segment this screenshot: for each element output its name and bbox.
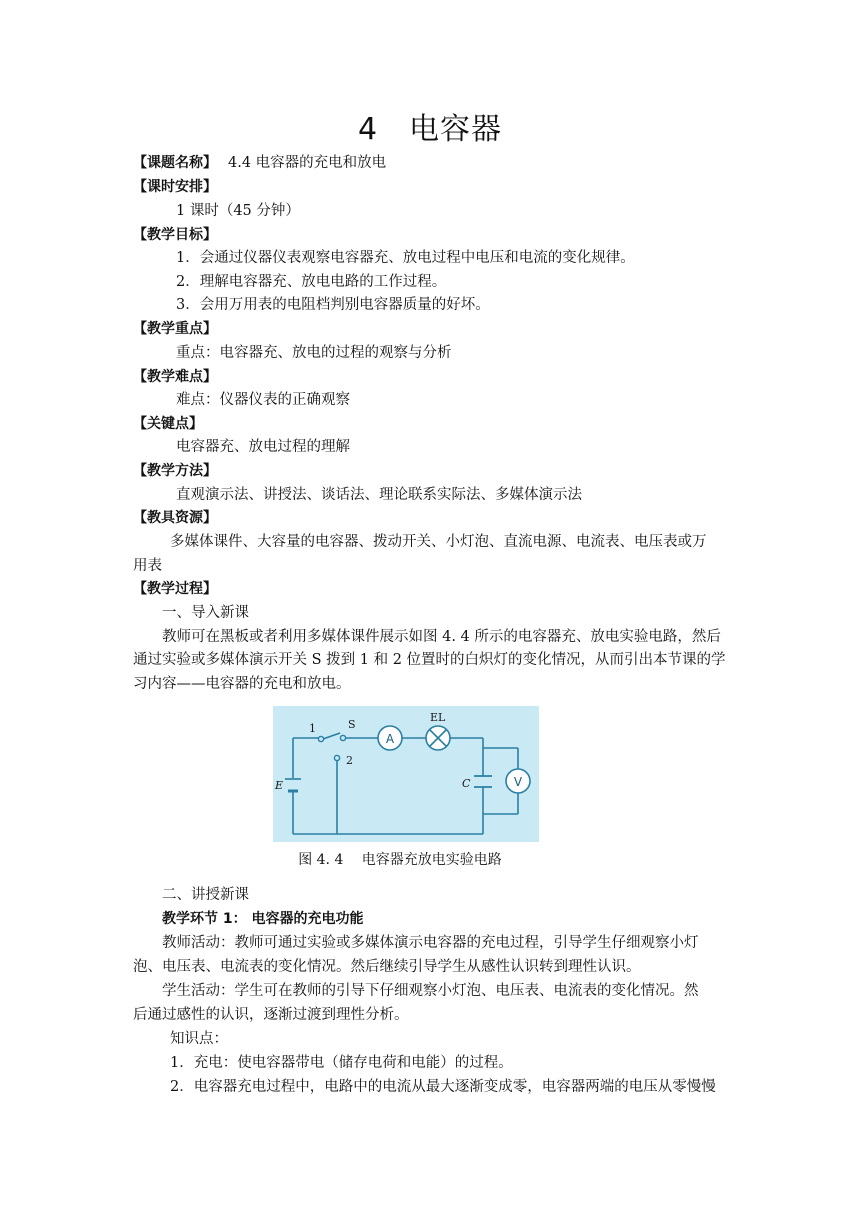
intro-line: 通过实验或多媒体演示开关 S 拨到 1 和 2 位置时的白炽灯的变化情况，从而引出本节课的学: [133, 652, 726, 668]
resources-label: 【教具资源】: [133, 510, 217, 526]
step-title: 教学环节 1： 电容器的充电功能: [162, 911, 364, 927]
section-heading: 一、导入新课: [162, 605, 249, 621]
topic-value: 4.4 电容器的充电和放电: [228, 155, 387, 171]
student-activity-line: 后通过感性的认识，逐渐过渡到理性分析。: [133, 1007, 409, 1023]
intro-line: 教师可在黑板或者利用多媒体课件展示如图 4. 4 所示的电容器充、放电实验电路，然后: [162, 629, 721, 645]
teacher-activity-line: 教师活动：教师可通过实验或多媒体演示电容器的充电过程，引导学生仔细观察小灯: [162, 935, 699, 951]
topic-label: 【课题名称】: [133, 155, 217, 171]
circuit-diagram: [273, 706, 539, 842]
figure-caption: 图 4. 4 电容器充放电实验电路: [298, 852, 502, 868]
capacitor-label: C: [462, 777, 471, 790]
methods-value: 直观演示法、讲授法、谈话法、理论联系实际法、多媒体演示法: [176, 487, 582, 503]
schedule-label: 【课时安排】: [133, 179, 217, 195]
intro-line: 习内容——电容器的充电和放电。: [133, 676, 351, 692]
critical-value: 电容器充、放电过程的理解: [176, 439, 350, 455]
contact-2: [334, 755, 339, 760]
knowledge-label: 知识点：: [170, 1031, 228, 1047]
switch-label: S: [348, 718, 356, 731]
page-title: 4 电容器: [357, 112, 503, 147]
difficulties-label: 【教学难点】: [133, 369, 217, 385]
key-points-label: 【教学重点】: [133, 321, 217, 337]
terminal-1-label: 1: [309, 722, 316, 735]
resources-line: 用表: [133, 558, 162, 574]
methods-label: 【教学方法】: [133, 463, 217, 479]
resources-line: 多媒体课件、大容量的电容器、拨动开关、小灯泡、直流电源、电流表、电压表或万: [170, 534, 707, 550]
teacher-activity-line: 泡、电压表、电流表的变化情况。然后继续引导学生从感性认识转到理性认识。: [133, 959, 641, 975]
ammeter-label: A: [385, 732, 395, 746]
voltmeter-label: V: [513, 775, 523, 789]
knowledge-item: 2．电容器充电过程中，电路中的电流从最大逐渐变成零，电容器两端的电压从零慢慢: [170, 1079, 716, 1095]
objective-item: 2．理解电容器充、放电电路的工作过程。: [176, 274, 447, 290]
section-heading: 二、讲授新课: [162, 887, 249, 903]
objective-item: 3．会用万用表的电阻档判别电容器质量的好坏。: [176, 297, 490, 313]
student-activity-line: 学生活动：学生可在教师的引导下仔细观察小灯泡、电压表、电流表的变化情况。然: [162, 983, 699, 999]
contact-1: [318, 736, 323, 741]
critical-label: 【关键点】: [133, 416, 203, 432]
process-label: 【教学过程】: [133, 581, 217, 597]
difficulties-value: 难点：仪器仪表的正确观察: [176, 392, 350, 408]
contact-s: [340, 735, 345, 740]
schedule-value: 1 课时（45 分钟）: [176, 203, 300, 219]
terminal-2-label: 2: [346, 754, 353, 767]
lamp-label: EL: [430, 711, 446, 724]
objectives-label: 【教学目标】: [133, 227, 217, 243]
key-points-value: 重点：电容器充、放电的过程的观察与分析: [176, 345, 452, 361]
battery-label: E: [275, 779, 284, 792]
circuit-figure: [273, 706, 539, 842]
objective-item: 1．会通过仪器仪表观察电容器充、放电过程中电压和电流的变化规律。: [176, 250, 635, 266]
knowledge-item: 1．充电：使电容器带电（储存电荷和电能）的过程。: [170, 1055, 513, 1071]
